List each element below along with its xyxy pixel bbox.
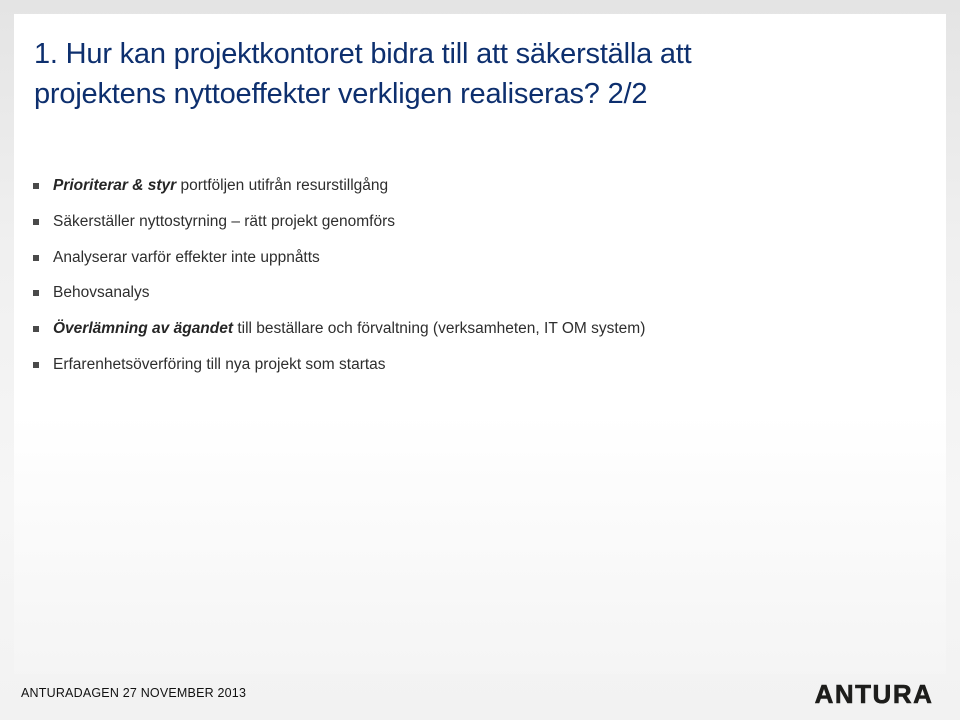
square-bullet-icon [33,290,39,296]
bullet-item [30,315,930,351]
bullet-list [30,172,930,387]
antura-logo [806,679,942,707]
bullet-emphasis: Överlämning av ägandet [53,320,234,338]
bullet-text: Behovsanalys [53,284,150,302]
bullet-text: portföljen utifrån resurstillgång [176,177,389,194]
square-bullet-icon [33,362,39,368]
square-bullet-icon [33,219,39,225]
bullet-item [30,208,930,244]
slide-title [34,34,914,114]
bullet-text: Erfarenhetsöverföring till nya projekt som startas [53,355,386,373]
bullet-item [30,172,930,208]
slide-title-line-2: projektens nyttoeffekter verkligen realiseras? 2/2 [34,78,648,110]
footer-event-label: ANTURADAGEN 27 NOVEMBER 2013 [21,686,247,700]
slide-title-line-1: 1. Hur kan projektkontoret bidra till att säkerställa att [34,38,692,70]
bullet-text: Säkerställer nyttostyrning – rätt projekt genomförs [53,212,396,230]
logo-wordmark: ANTURA [814,679,934,707]
square-bullet-icon [33,326,39,332]
bullet-item [30,244,930,280]
square-bullet-icon [33,255,39,261]
bullet-item [30,279,930,315]
bullet-item [30,351,930,387]
bullet-text: Analyserar varför effekter inte uppnåtts [53,248,320,266]
bullet-text: till beställare och förvaltning (verksamheten, IT OM system) [233,320,646,338]
square-bullet-icon [33,183,39,189]
bullet-emphasis: Prioriterar & styr [53,177,177,194]
